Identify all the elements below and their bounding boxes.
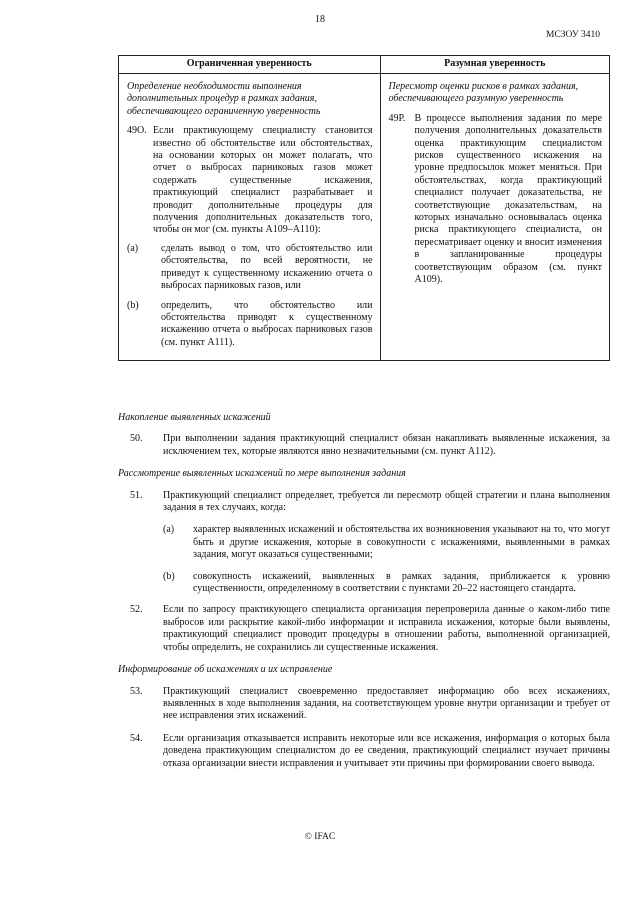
subitem-label: (a): [163, 524, 175, 536]
subitem-label: (b): [163, 570, 175, 582]
header-reasonable-assurance: Разумная уверенность: [380, 56, 609, 74]
subitem-text: совокупность искажений, выявленных в рамках задания, приближается к уровню существенности, определенному в соответствии с пунктами 20–22 настоящего стандарта.: [193, 570, 610, 595]
subitem-51a: [163, 524, 610, 561]
comparison-table: [118, 55, 610, 361]
paragraph-49o: [127, 125, 373, 237]
paragraph-51: [130, 490, 610, 515]
subitem-label: (b): [127, 299, 139, 311]
subitem-text: сделать вывод о том, что обстоятельство или обстоятельства, по всей вероятности, не приведут к существенному искажению отчета о выбросах парниковых газов, или: [161, 242, 373, 292]
page-number: 18: [315, 14, 325, 25]
paragraph-number: 49Р.: [388, 112, 406, 124]
limited-subheading: Определение необходимости выполнения дополнительных процедур в рамках задания, обеспечивающего ограниченную уверенность: [127, 81, 321, 117]
limited-assurance-cell: [119, 74, 381, 361]
subitem-text: характер выявленных искажений и обстоятельства их возникновения указывают на то, что могут быть и другие искажения, которые в совокупности с искажениями, выявленными в рамках задания, могут оказаться существенными;: [193, 524, 610, 561]
subitem-b: [127, 300, 373, 350]
paragraph-54: [130, 733, 610, 770]
section-heading-consideration: Рассмотрение выявленных искажений по мере выполнения задания: [118, 468, 406, 480]
reasonable-assurance-cell: [380, 74, 609, 361]
section-heading-communication: Информирование об искажениях и их исправление: [118, 664, 333, 676]
subitem-a: [127, 243, 373, 293]
section-heading-accumulation: Накопление выявленных искажений: [118, 412, 271, 423]
paragraph-text: При выполнении задания практикующий специалист обязан накапливать выявленные искажения, за исключением тех, которые являются явно незначительными (см. пункт А112).: [163, 433, 610, 457]
header-limited-assurance: Ограниченная уверенность: [119, 56, 381, 74]
paragraph-number: 49О.: [127, 125, 147, 137]
reasonable-subheading: Пересмотр оценки рисков в рамках задания, обеспечивающего разумную уверенность: [388, 81, 579, 105]
paragraph-50: [130, 433, 610, 458]
paragraph-text: В процессе выполнения задания по мере получения дополнительных доказательств оценка практикующим специалистом рисков существенного искажения на уровне предпосылок может меняться. При обстоятельствах, когда практикующий специалист получает доказательства, не соответствующие доказательствам, на которых изначально основывалась оценка риска практикующего специалиста, он пересматривает оценку и вносит изменения в запланированные процедуры соответствующим образом (см. пункт А109).: [414, 112, 602, 286]
paragraph-text: Практикующий специалист определяет, требуется ли пересмотр общей стратегии и плана выполнения задания в тех случаях, когда:: [163, 489, 610, 514]
paragraph-number: 50.: [130, 433, 143, 445]
subitem-51b: [163, 571, 610, 596]
paragraph-text: Если организация отказывается исправить некоторые или все искажения, информация о которых была доведена практикующим специалистом до ее сведения, практикующий специалист изучает причины отказа организации внести исправления и учитывает эти причины при формировании своего вывода.: [163, 732, 610, 769]
subitem-text: определить, что обстоятельство или обстоятельства приводят к существенному искажению отчета о выбросах парниковых газов (см. пункт А111).: [161, 299, 373, 348]
paragraph-53: [130, 686, 610, 723]
paragraph-49r: [389, 113, 602, 287]
paragraph-number: 51.: [130, 489, 143, 501]
paragraph-text: Если практикующему специалисту становится известно об обстоятельстве или обстоятельствах, на основании которых он может полагать, что отчет о выбросах парниковых газов может содержать существенные искажения, практикующий специалист разрабатывает и проводит дополнительные процедуры для получения дополнительных доказательств того, чтобы он мог (см. пункты А109–А110):: [153, 125, 373, 236]
paragraph-text: Практикующий специалист своевременно предоставляет информацию обо всех искажениях, выявленных в ходе выполнения задания, на соответствующем уровне внутри организации и требует от нее исправления этих искажений.: [163, 685, 610, 722]
subitem-label: (a): [127, 242, 139, 254]
paragraph-number: 54.: [130, 732, 143, 744]
body-text: [118, 412, 610, 780]
document-code: МСЗОУ 3410: [546, 30, 600, 40]
paragraph-number: 53.: [130, 685, 143, 697]
paragraph-text: Если по запросу практикующего специалиста организация перепроверила данные о каком-либо типе выбросов или раскрытие какой-либо информации и исправила искажения, которые были выявлены, практикующий специалист проводит процедуры в отношении работы, выполненной организацией, чтобы определить, не сохранились ли существенные искажения.: [163, 604, 610, 653]
paragraph-number: 52.: [130, 604, 143, 616]
paragraph-52: [130, 604, 610, 654]
copyright-footer: © IFAC: [304, 832, 336, 842]
